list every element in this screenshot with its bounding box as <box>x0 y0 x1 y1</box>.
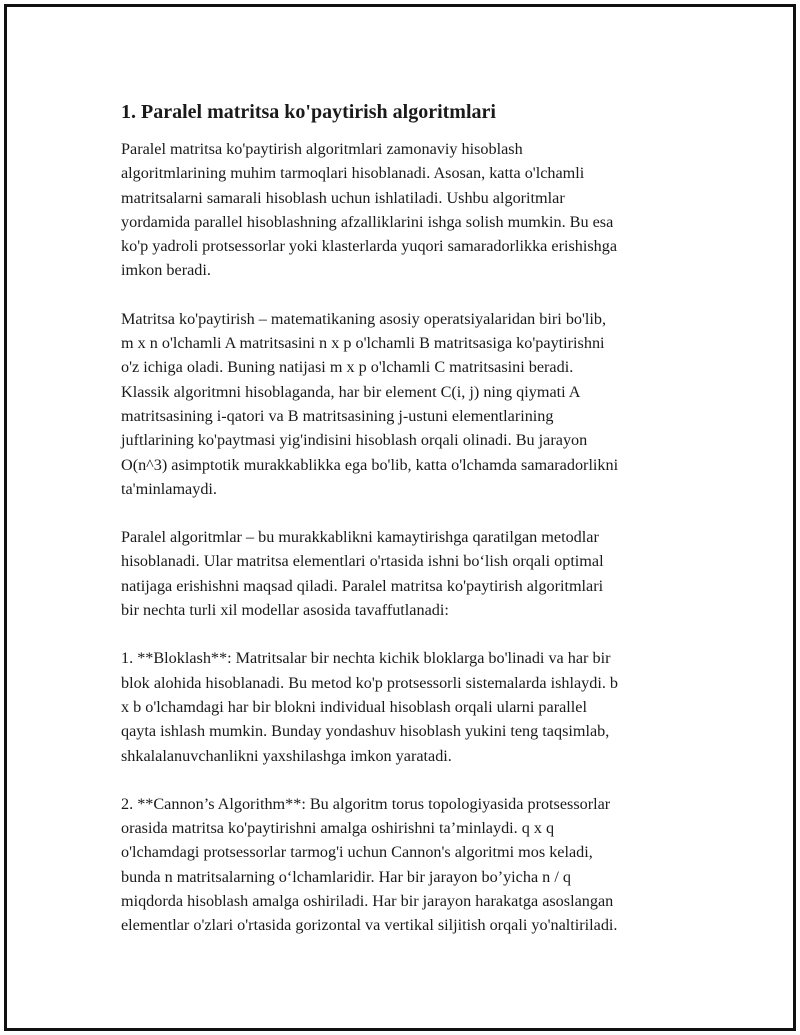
page-frame <box>4 4 796 1031</box>
section-heading: 1. Paralel matritsa ko'paytirish algoritmlari <box>121 101 496 123</box>
document-body <box>121 99 691 962</box>
paragraph-matrix-multiplication: Matritsa ko'paytirish – matematikaning asosiy operatsiyalaridan biri bo'lib, m x n o'lchamli A matritsasini n x p o'lchamli B matritsasiga ko'paytirishni o'z ichiga oladi. Buning natijasi m x p o'lchamli C matritsasini beradi. Klassik algoritmni hisoblaganda, har bir element C(i, j) ning qiymati A matritsasining i-qatori va B matritsasining j-ustuni elementlarining juftlarining ko'paytmasi yig'indisini hisoblash orqali olinadi. Bu jarayon O(n^3) asimptotik murakkablikka ega bo'lib, katta o'lchamda samaradorlikni ta'minlamaydi. <box>121 309 619 498</box>
paragraph-intro: Paralel matritsa ko'paytirish algoritmlari zamonaviy hisoblash algoritmlarining muhim tarmoqlari hisoblanadi. Asosan, katta o'lchamli matritsalarni samarali hisoblash uchun ishlatiladi. Ushbu algoritmlar yordamida parallel hisoblashning afzalliklarini ishga solish mumkin. Bu esa ko'p yadroli protsessorlar yoki klasterlarda yuqori samaradorlikka erishishga imkon beradi. <box>121 140 618 280</box>
paragraph-blocking: 1. **Bloklash**: Matritsalar bir nechta kichik bloklarga bo'linadi va har bir blok alohida hisoblanadi. Bu metod ko'p protsessorli sistemalarda ishlaydi. b x b o'lchamdagi har bir blokni individual hisoblash orqali ularni parallel qayta ishlash mumkin. Bunday yondashuv hisoblash yukini teng taqsimlab, shkalalanuvchanlikni yaxshilashga imkon yaratadi. <box>121 649 619 765</box>
paragraph-cannon-algorithm: 2. **Cannon’s Algorithm**: Bu algoritm torus topologiyasida protsessorlar orasida matritsa ko'paytirishni amalga oshirishni ta’minlaydi. q x q o'lchamdagi protsessorlar tarmog'i uchun Cannon's algoritmi mos keladi, bunda n matritsalarning o‘lchamlaridir. Har bir jarayon bo’yicha n / q miqdorda hisoblash amalga oshiriladi. Har bir jarayon harakatga asoslangan elementlar o'zlari o'rtasida gorizontal va vertikal siljitish orqali yo'naltiriladi. <box>121 794 618 935</box>
paragraph-parallel-algorithms: Paralel algoritmlar – bu murakkablikni kamaytirishga qaratilgan metodlar hisoblanadi. Ular matritsa elementlari o'rtasida ishni bo‘lish orqali optimal natijaga erishishni maqsad qiladi. Paralel matritsa ko'paytirish algoritmlari bir nechta turli xil modellar asosida tavaffutlanadi: <box>121 528 604 620</box>
